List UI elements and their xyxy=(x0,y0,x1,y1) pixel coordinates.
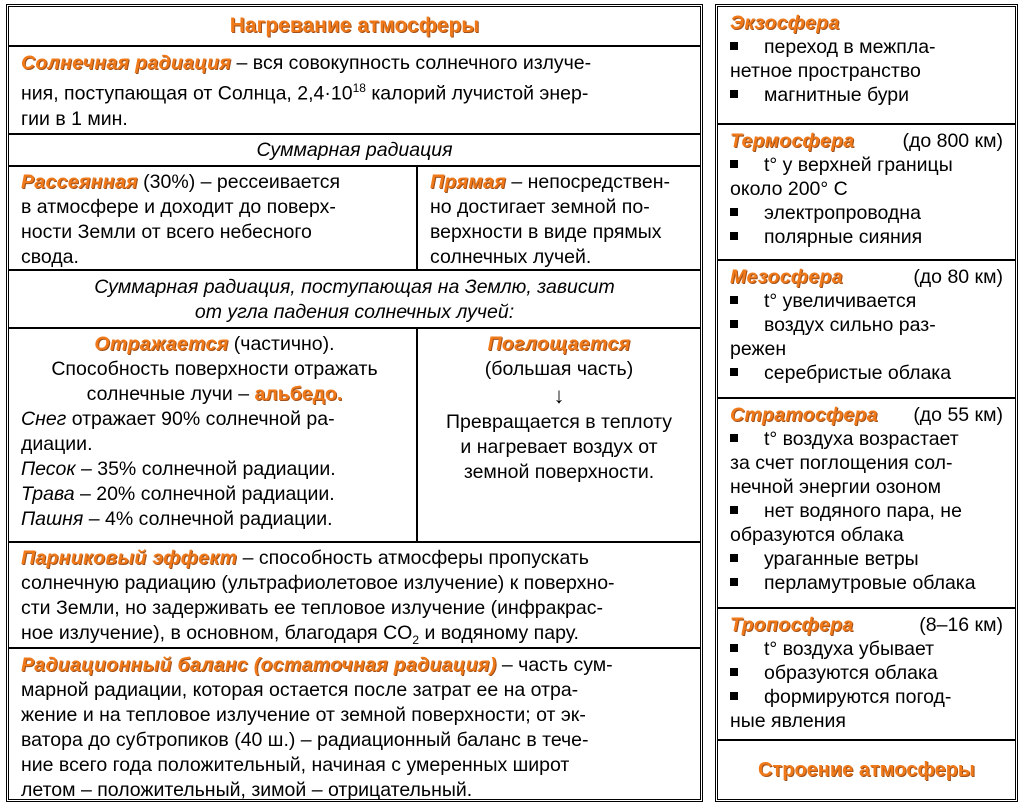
solar-radiation-cell xyxy=(9,47,700,135)
balance-line1: – часть сум- xyxy=(496,654,613,676)
troposphere-item: ные явления xyxy=(730,710,846,732)
bullet-icon xyxy=(730,296,738,304)
diffuse-radiation-cell xyxy=(9,167,416,271)
bullet-icon xyxy=(730,554,738,562)
solar-radiation-line1: – вся совокупность солнечного излуче- xyxy=(231,52,592,74)
solar-radiation-line2b: калорий лучистой энер- xyxy=(365,82,589,105)
reflected-cell xyxy=(9,329,416,543)
snow-text: отражает 90% солнечной ра- xyxy=(66,408,335,430)
heating-panel xyxy=(6,4,703,802)
troposphere-section xyxy=(718,609,1015,741)
exosphere-section xyxy=(718,7,1015,125)
absorbed-note: (большая часть) xyxy=(484,358,634,380)
thermosphere-item: около 200° С xyxy=(730,178,848,200)
exosphere-name: Экзосфера xyxy=(730,12,840,34)
bullet-icon xyxy=(730,644,738,652)
bullet-icon xyxy=(730,90,738,98)
bullet-icon xyxy=(730,692,738,700)
bullet-icon xyxy=(730,320,738,328)
stratosphere-item: образуются облака xyxy=(730,524,904,546)
diffuse-term: Рассеянная xyxy=(21,171,138,193)
balance-line6: летом – положительный, зимой – отрицательный. xyxy=(21,779,473,799)
diffuse-line2: в атмосфере и доходит до поверх- xyxy=(21,196,336,218)
grass-text: – 20% солнечной радиации. xyxy=(74,483,335,505)
field-label: Пашня xyxy=(21,508,84,530)
absorbed-line2: и нагревает воздух от xyxy=(460,436,658,458)
greenhouse-line3: сти Земли, но задерживать ее тепловое излучение (инфракрас- xyxy=(21,597,603,619)
greenhouse-line1: – способность атмосферы пропускать xyxy=(237,547,589,569)
structure-title: Строение атмосферы xyxy=(757,759,976,781)
thermosphere-item: t° у верхней границы xyxy=(730,153,1003,177)
direct-line4: солнечных лучей. xyxy=(430,246,592,268)
stratosphere-item: за счет поглощения сол- xyxy=(730,452,953,474)
sand-text: – 35% солнечной радиации. xyxy=(75,458,336,480)
bullet-icon xyxy=(730,434,738,442)
absorbed-cell xyxy=(418,329,700,543)
balance-cell xyxy=(9,649,700,799)
solar-radiation-line2a: ния, поступающая от Солнца, 2,4·10 xyxy=(21,82,353,105)
troposphere-item: образуются облака xyxy=(730,661,1003,685)
albedo-term: альбедо. xyxy=(254,383,343,405)
bullet-icon xyxy=(730,368,738,376)
stratosphere-item: t° воздуха возрастает xyxy=(730,427,1003,451)
solar-radiation-line3: гии в 1 мин. xyxy=(21,107,128,130)
diffuse-line3: ности Земли от всего небесного xyxy=(21,221,312,243)
direct-radiation-cell xyxy=(418,167,700,271)
troposphere-item: формируются погод- xyxy=(730,685,1003,709)
thermosphere-range: (до 800 км) xyxy=(902,130,1003,152)
snow-label: Снег xyxy=(21,408,67,430)
thermosphere-item: электропроводна xyxy=(730,201,1003,225)
direct-term: Прямая xyxy=(430,171,506,193)
mesosphere-range: (до 80 км) xyxy=(913,266,1003,288)
bullet-icon xyxy=(730,232,738,240)
bullet-icon xyxy=(730,506,738,514)
field-text: – 4% солнечной радиации. xyxy=(83,508,333,530)
depends-line1: Суммарная радиация, поступающая на Землю, зависит xyxy=(94,276,615,298)
sand-label: Песок xyxy=(21,458,76,480)
greenhouse-cell xyxy=(9,543,700,649)
greenhouse-term: Парниковый эффект xyxy=(21,547,238,569)
direct-line3: верхности в виде прямых xyxy=(430,221,662,243)
mesosphere-item: t° увеличивается xyxy=(730,289,1003,313)
stratosphere-name: Стратосфера xyxy=(730,404,878,426)
thermosphere-section xyxy=(718,125,1015,261)
thermosphere-name: Термосфера xyxy=(730,130,855,152)
troposphere-range: (8–16 км) xyxy=(919,614,1003,636)
structure-panel xyxy=(715,4,1018,802)
co2-subscript: 2 xyxy=(412,632,420,647)
absorbed-line3: земной поверхности. xyxy=(463,461,655,483)
solar-radiation-term: Солнечная радиация xyxy=(21,52,232,74)
reflected-note: (частично). xyxy=(228,333,335,355)
exosphere-item: переход в межпла- xyxy=(730,35,1003,59)
solar-radiation-exponent: 18 xyxy=(352,81,366,95)
bullet-icon xyxy=(730,42,738,50)
direct-line2: но достигает земной по- xyxy=(430,196,650,218)
thermosphere-item: полярные сияния xyxy=(730,225,1003,249)
exosphere-item: магнитные бури xyxy=(730,83,1003,107)
bullet-icon xyxy=(730,668,738,676)
heating-title: Нагревание атмосферы xyxy=(229,14,480,37)
total-radiation-heading-cell xyxy=(9,135,700,167)
total-radiation-heading: Суммарная радиация xyxy=(256,139,453,161)
reflected-line3: солнечные лучи – xyxy=(86,383,255,405)
stratosphere-item: нечной энергии озоном xyxy=(730,476,941,498)
mesosphere-item: воздух сильно раз- xyxy=(730,313,1003,337)
exosphere-item: нетное пространство xyxy=(730,60,921,82)
snow-text2: диации. xyxy=(21,433,93,455)
reflected-line2: Способность поверхности отражать xyxy=(51,358,378,380)
bullet-icon xyxy=(730,578,738,586)
diffuse-line4: свода. xyxy=(21,246,79,268)
greenhouse-line4b: и водяному пару. xyxy=(419,622,579,644)
mesosphere-item: серебристые облака xyxy=(730,361,1003,385)
diffuse-line1: (30%) – рессеивается xyxy=(137,171,341,193)
stratosphere-item: ураганные ветры xyxy=(730,547,1003,571)
direct-line1: – непосредствен- xyxy=(505,171,671,193)
absorbed-term: Поглощается xyxy=(487,333,631,355)
balance-line4: ватора до субтропиков (40 ш.) – радиационный баланс в тече- xyxy=(21,729,589,751)
balance-line5: ние всего года положительный, начиная с умеренных широт xyxy=(21,754,570,776)
stratosphere-item: перламутровые облака xyxy=(730,571,1003,595)
greenhouse-line4a: ное излучение), в основном, благодаря CO xyxy=(21,622,413,644)
reflected-term: Отражается xyxy=(94,333,229,355)
grass-label: Трава xyxy=(21,483,75,505)
greenhouse-line2: солнечную радиацию (ультрафиолетовое излучение) к поверхно- xyxy=(21,572,615,594)
bullet-icon xyxy=(730,208,738,216)
troposphere-item: t° воздуха убывает xyxy=(730,637,1003,661)
mesosphere-item: режен xyxy=(730,338,787,360)
depends-line2: от угла падения солнечных лучей: xyxy=(194,301,515,323)
mesosphere-name: Мезосфера xyxy=(730,266,843,288)
balance-term: Радиационный баланс (остаточная радиация) xyxy=(21,654,497,676)
down-arrow-icon: ↓ xyxy=(553,383,565,408)
structure-title-cell xyxy=(718,741,1015,799)
mesosphere-section xyxy=(718,261,1015,399)
absorbed-line1: Превращается в теплоту xyxy=(445,411,673,433)
balance-line2: марной радиации, которая остается после затрат ее на отра- xyxy=(21,679,579,701)
bullet-icon xyxy=(730,160,738,168)
depends-cell xyxy=(9,271,700,329)
stratosphere-item: нет водяного пара, не xyxy=(730,499,1003,523)
heating-title-cell xyxy=(9,7,700,47)
stratosphere-section xyxy=(718,399,1015,609)
stratosphere-range: (до 55 км) xyxy=(913,404,1003,426)
balance-line3: жение и на тепловое излучение от земной поверхности; от эк- xyxy=(21,704,586,726)
troposphere-name: Тропосфера xyxy=(730,614,854,636)
